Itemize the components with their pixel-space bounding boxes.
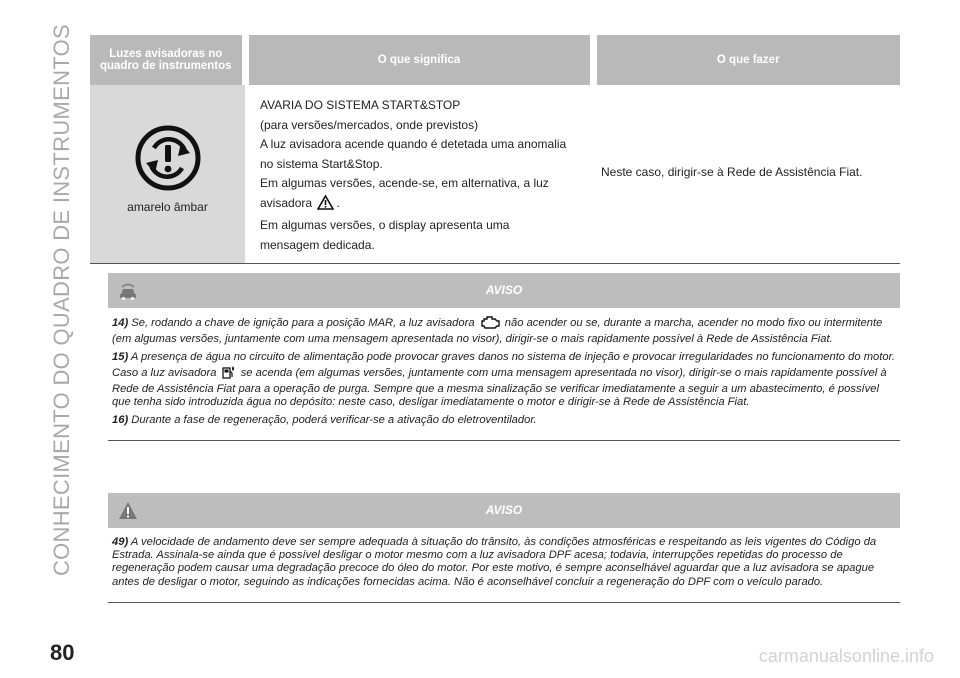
side-chapter-title-text: CONHECIMENTO DO QUADRO DE INSTRUMENTOS — [49, 23, 75, 577]
item-text: não acender ou se, durante a marcha, acender no modo fixo ou intermitente (em algumas versões, juntamente com uma mensagem apresentada no visor), dirigir-se o mais rapidamente possível à Rede de Assistência Fiat. — [112, 317, 883, 346]
meaning-line: A luz avisadora acende quando é detetada uma anomalia — [260, 137, 567, 151]
meaning-line: no sistema Start&Stop. — [260, 156, 383, 171]
header-what-to-do: O que fazer — [593, 35, 900, 85]
item-number: 14) — [112, 317, 129, 329]
warning-title: AVISO — [485, 503, 523, 517]
warning-item — [112, 316, 896, 346]
warning-header — [108, 493, 900, 528]
warning-lights-table — [90, 35, 900, 264]
item-text: A presença de água no circuito de alimentação pode provocar graves danos no sistema de injeção e provocar irregularidades no funcionamento do motor. Caso a luz avisadora — [112, 351, 895, 379]
page-number: 80 — [50, 640, 75, 665]
watermark: carmanualsonline.info — [758, 646, 934, 666]
warning-item — [112, 536, 896, 589]
table-header-row — [90, 35, 900, 85]
table-row — [90, 85, 900, 264]
warning-title: AVISO — [485, 283, 523, 297]
warning-box-2 — [108, 493, 900, 603]
item-number: 15) — [112, 351, 129, 364]
warning-body — [108, 528, 900, 602]
item-number: 49) — [112, 536, 129, 548]
item-text: Durante a fase de regeneração, poderá verificar-se a ativação do eletroventilador. — [131, 414, 537, 427]
meaning-text: . — [336, 195, 340, 210]
warning-header — [108, 273, 900, 308]
meaning-line: Em algumas versões, acende-se, em alternativa, a luz — [260, 176, 549, 190]
meaning-line: (para versões/mercados, onde previstos) — [260, 117, 479, 132]
item-text: se acenda (em algumas versões, juntamente com uma mensagem apresentada no visor), dirigir-se o mais rapidamente possível à Rede de Assistência Fiat para a operação de purga. Sempre que a mesma sinalização se verificar imediatamente a seguir a um abastecimento, é possível que tenha sido introduzida água no depósito: neste caso, desligar imediatamente o motor e dirigir-se à Rede de Assistência Fiat. — [112, 366, 887, 409]
warning-item — [112, 351, 896, 409]
engine-icon — [480, 316, 500, 333]
item-text: Se, rodando a chave de ignição para a posição MAR, a luz avisadora — [131, 317, 475, 329]
header-warning-lights: Luzes avisadoras no quadro de instrumentos — [90, 35, 245, 85]
warning-light-cell — [90, 85, 245, 264]
meaning-cell — [245, 85, 593, 264]
warning-item — [112, 414, 896, 427]
meaning-line: AVARIA DO SISTEMA START&STOP — [260, 98, 461, 112]
meaning-text: avisadora — [260, 195, 313, 210]
start-stop-fault-icon — [90, 125, 245, 194]
warning-triangle-icon — [317, 195, 334, 217]
water-in-fuel-icon — [222, 365, 236, 383]
side-chapter-title — [32, 20, 92, 580]
meaning-line: Em algumas versões, o display apresenta uma — [260, 218, 510, 232]
icon-caption: amarelo âmbar — [127, 200, 208, 214]
item-text: A velocidade de andamento deve ser sempre adequada à situação do trânsito, às condições atmosféricas e respeitando as leis vigentes do Código da Estrada. Assinala-se ainda que é possível desligar o motor mesmo com a luz avisadora DPF acesa; todavia, interrupções repetidas do processo de regeneração podem causar uma degradação precoce do óleo do motor. Por este motivo, é sempre aconselhável aguardar que a luz avisadora se apague antes de desligar o motor, seguindo as indicações fornecidas acima. Não é aconselhável concluir a regeneração do DPF com o veículo parado. — [112, 536, 877, 588]
warning-body — [108, 308, 900, 440]
item-number: 16) — [112, 414, 129, 427]
meaning-line: mensagem dedicada. — [260, 237, 375, 252]
action-cell: Neste caso, dirigir-se à Rede de Assistência Fiat. — [593, 85, 900, 264]
header-meaning: O que significa — [245, 35, 593, 85]
warning-box-1 — [108, 273, 900, 441]
meaning-line-with-icon — [260, 194, 583, 217]
